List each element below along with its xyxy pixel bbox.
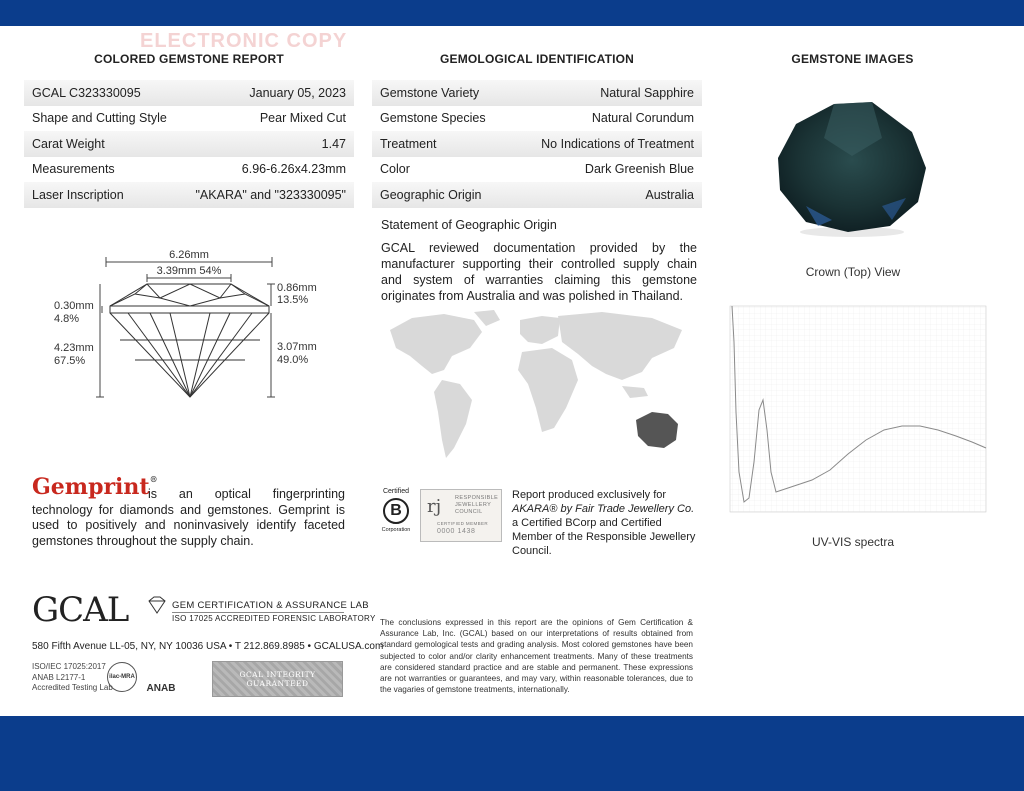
north-america (390, 314, 482, 374)
report-row-label: Shape and Cutting Style (32, 111, 167, 126)
ident-row (372, 106, 702, 132)
gcal-divider (172, 612, 344, 613)
rjc-badge (420, 489, 502, 542)
anab-badge: ANAB (146, 683, 176, 694)
bcorp-letter: B (383, 498, 409, 524)
uvvis-spectrum (716, 302, 990, 524)
gemstone-photo (772, 98, 932, 240)
pavilion-facet (190, 313, 230, 397)
iso-line2: ANAB L2177-1 (32, 672, 86, 682)
report-row (24, 182, 354, 208)
report-row-label: Laser Inscription (32, 187, 124, 202)
origin-statement-body: GCAL reviewed documentation provided by the manufacturer supporting their controlled supply chain and system of warranties claiming this gemstone originates from Australia and was polished in Thailand. (381, 241, 697, 303)
akara-line3: a Certified BCorp and Certified Member of the Responsible Jewellery Council. (512, 517, 696, 557)
iso-line3: Accredited Testing Lab (32, 683, 113, 692)
spectrum-grid (730, 306, 986, 512)
girdle-pct: 4.8% (54, 313, 80, 325)
akara-note (512, 488, 702, 558)
report-row (24, 157, 354, 183)
asia (558, 312, 682, 380)
crown-height-mm: 0.86mm (277, 282, 317, 294)
bcorp-bottom: Corporation (381, 527, 411, 533)
report-row-value: 1.47 (321, 136, 346, 151)
greenland (474, 310, 500, 326)
top-band (0, 0, 1024, 26)
report-row (24, 80, 354, 106)
rjc-member-label: CERTIFIED MEMBER (437, 521, 489, 526)
report-row-value: January 05, 2023 (249, 85, 346, 100)
iso-block (32, 662, 113, 694)
gcal-address: 580 Fifth Avenue LL-05, NY, NY 10036 USA • T 212.869.8985 • GCALUSA.com (32, 641, 384, 652)
pavilion-facet (170, 313, 190, 397)
gem-profile (110, 284, 269, 397)
diamond-icon (146, 596, 168, 614)
bcorp-top: Certified (382, 488, 410, 495)
report-row-value: Pear Mixed Cut (259, 111, 346, 126)
bottom-band (0, 716, 1024, 791)
report-row-label: GCAL C323330095 (32, 85, 141, 100)
ilac-badge: ilac-MRA (107, 662, 137, 692)
akara-line1: Report produced exclusively for (512, 489, 667, 501)
report-row-value: 6.96-6.26x4.23mm (241, 162, 346, 177)
proportion-diagram (40, 240, 350, 410)
crown-facets (110, 284, 269, 306)
watermark: ELECTRONIC COPY (140, 30, 348, 52)
rjc-number: 0000 1438 (437, 528, 476, 535)
gcal-accreditation: ISO 17025 ACCREDITED FORENSIC LABORATORY (172, 614, 376, 623)
africa (518, 348, 578, 432)
ident-row-label: Color (380, 162, 410, 177)
gcal-lab-name: GEM CERTIFICATION & ASSURANCE LAB (172, 600, 369, 611)
pavilion-facet (150, 313, 190, 397)
australia-highlight (636, 412, 678, 448)
indonesia (622, 386, 648, 398)
iso-line1: ISO/IEC 17025:2017 (32, 662, 106, 671)
images-title: GEMSTONE IMAGES (791, 52, 914, 66)
width-label: 6.26mm (169, 249, 209, 261)
report-row-label: Measurements (32, 162, 115, 177)
bcorp-badge (378, 488, 414, 544)
gemprint-description: is an optical fingerprinting technology for diamonds and gemstones. Gemprint is used to positively and noninvasively identify faceted gemstones throughout the supply chain. (32, 487, 345, 548)
report-table (24, 80, 354, 208)
depth-mm: 4.23mm (54, 342, 94, 354)
girdle-mm: 0.30mm (54, 300, 94, 312)
integrity-seal: GCAL INTEGRITY GUARANTEED (212, 661, 343, 697)
report-title: COLORED GEMSTONE REPORT (94, 52, 284, 66)
report-row-value: "AKARA" and "323330095" (195, 187, 346, 202)
crown-height-pct: 13.5% (277, 294, 309, 306)
rjc-text: RESPONSIBLE JEWELLERY COUNCIL (455, 495, 499, 515)
report-row (24, 106, 354, 132)
ident-row-label: Gemstone Variety (380, 85, 480, 100)
gcal-logo: GCAL (32, 590, 129, 630)
depth-pct: 67.5% (54, 355, 86, 367)
gemprint-logo-text: Gemprint (32, 474, 150, 500)
report-row-label: Carat Weight (32, 136, 105, 151)
akara-line2: AKARA® by Fair Trade Jewellery Co. (512, 503, 695, 515)
ident-row-value: No Indications of Treatment (541, 136, 694, 151)
world-map (382, 308, 700, 473)
ident-row (372, 131, 702, 157)
ident-row-value: Dark Greenish Blue (584, 162, 694, 177)
pavilion-facet (190, 313, 252, 397)
ident-table (372, 80, 702, 208)
ident-row (372, 182, 702, 208)
report-row (24, 131, 354, 157)
crown-facets (135, 294, 245, 306)
europe (520, 316, 560, 344)
pavilion-facet (128, 313, 190, 397)
ident-row-value: Natural Corundum (591, 111, 694, 126)
crown-view-caption: Crown (Top) View (805, 265, 901, 279)
table-label: 3.39mm 54% (156, 265, 222, 277)
pavilion-facet (190, 313, 210, 397)
pavilion-mm: 3.07mm (277, 341, 317, 353)
ident-row-label: Geographic Origin (380, 187, 482, 202)
disclaimer: The conclusions expressed in this report are the opinions of Gem Certification & Assurance Lab, Inc. (GCAL) based on our interpretations of results obtained from standard gemological tests and grading analysis. Most colored gemstones have been subjected to color and/or clarity enhancement treatments. Many of these treatments are considered standard practice and are stable and permanent. These expressions are not warranties or guarantees, and may vary, within reasonable tolerances, due to the vagaries of gemstone treatments, internationally. (380, 618, 693, 695)
ident-row (372, 157, 702, 183)
ident-row (372, 80, 702, 106)
south-america (434, 380, 472, 458)
pavilion-pct: 49.0% (277, 354, 309, 366)
ident-row-label: Treatment (380, 136, 437, 151)
ident-row-label: Gemstone Species (380, 111, 486, 126)
ident-row-value: Australia (645, 187, 694, 202)
rjc-mark: rj (427, 496, 442, 517)
ident-title: GEMOLOGICAL IDENTIFICATION (439, 52, 635, 66)
origin-statement-title: Statement of Geographic Origin (381, 218, 557, 232)
ident-row-value: Natural Sapphire (600, 85, 694, 100)
gemprint-reg-mark: ® (149, 474, 158, 484)
spectra-caption: UV-VIS spectra (811, 535, 895, 549)
